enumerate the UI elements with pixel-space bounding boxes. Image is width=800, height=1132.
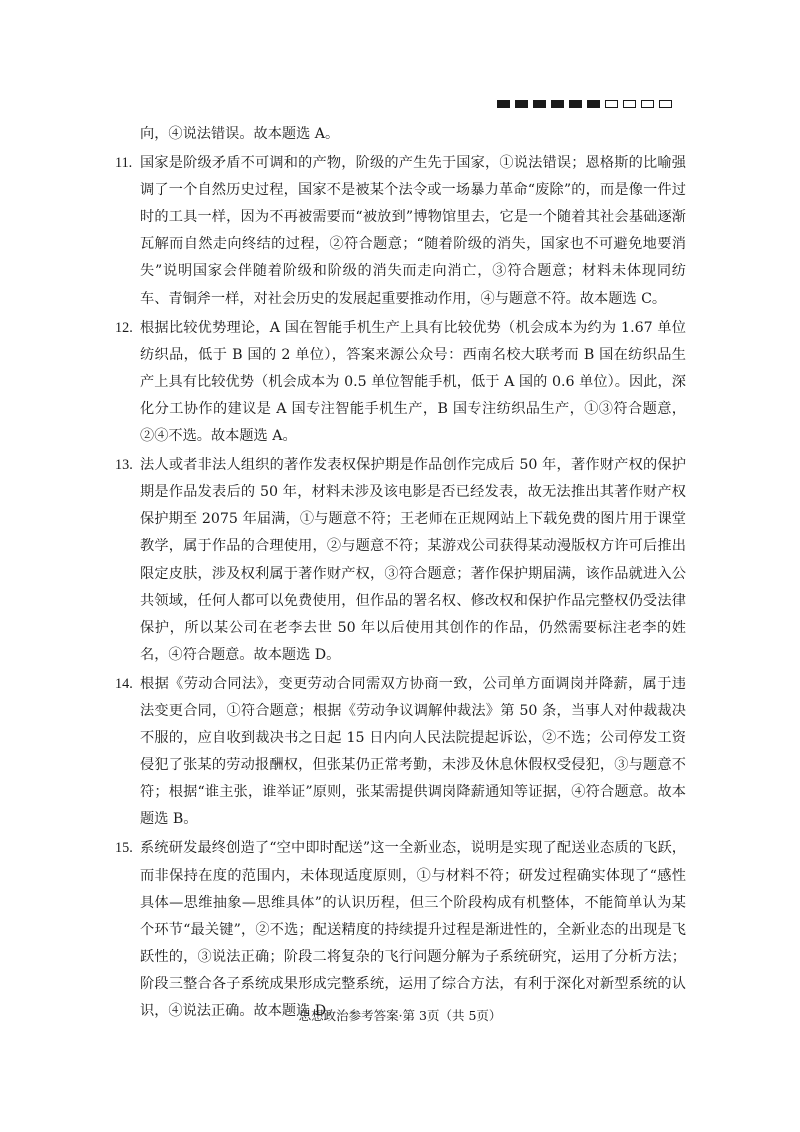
progress-square-filled [587,100,600,108]
progress-square-empty [623,100,636,108]
answer-item [115,452,686,669]
answer-number: 13. [115,457,133,474]
answer-list [115,150,686,1025]
answer-number: 14. [115,675,133,692]
page-progress-indicator [497,100,672,108]
progress-square-empty [659,100,672,108]
progress-square-filled [533,100,546,108]
answer-text: 根据《劳动合同法》，变更劳动合同需双方协商一致，公司单方面调岗并降薪，属于违法变更合同，①符合题意；根据《劳动争议调解仲裁法》第 50 条，当事人对仲裁裁决不服的，应自收到裁决书之日起 15 日内向人民法院提起诉讼，②不选；公司停发工资侵犯了张某的劳动报酬权，但张某仍正常考勤，未涉及休息休假权受侵犯，③与题意不符；根据“谁主张，谁举证”原则，张某需提供调岗降薪通知等证据，④符合题意。故本题选 B。 [140,675,686,828]
page-footer: 思想政治参考答案·第 3页（共 5页） [298,1008,502,1023]
progress-square-filled [497,100,510,108]
progress-square-empty [641,100,654,108]
answer-item [115,671,686,834]
answer-number: 15. [115,840,133,857]
answer-item [115,315,686,450]
answer-text: 国家是阶级矛盾不可调和的产物，阶级的产生先于国家，①说法错误；恩格斯的比喻强调了一个自然历史过程，国家不是被某个法令或一场暴力革命“废除”的，而是像一件过时的工具一样，因为不再被需要而“被放到”博物馆里去，它是一个随着其社会基础逐渐瓦解而自然走向终结的过程，②符合题意；“随着阶级的消失，国家也不可避免地要消失”说明国家会伴随着阶级和阶级的消失而走向消亡，③符合题意；材料未体现同纺车、青铜斧一样，对社会历史的发展起重要推动作用，④与题意不符。故本题选 C。 [140,155,686,307]
progress-square-empty [605,100,618,108]
answer-text: 系统研发最终创造了“空中即时配送”这一全新业态，说明是实现了配送业态质的飞跃，而非保持在度的范围内，未体现适度原则，①与材料不符；研发过程确实体现了“感性具体—思维抽象—思维具体”的认识历程，但三个阶段构成有机整体，不能简单认为某个环节“最关键”，②不选；配送精度的持续提升过程是渐进性的，全新业态的出现是飞跃性的，③说法正确；阶段二将复杂的飞行问题分解为子系统研究，运用了分析方法；阶段三整合各子系统成果形成完整系统，运用了综合方法，有利于深化对新型系统的认识，④说法正确。故本题选 D。 [140,840,686,1019]
answer-content [115,121,686,1027]
intro-paragraph: 向，④说法错误。故本题选 A。 [140,126,340,142]
answer-number: 11. [115,155,133,172]
answer-item [115,150,686,313]
answer-text: 根据比较优势理论，A 国在智能手机生产上具有比较优势（机会成本为约为 1.67 单位纺织品，低于 B 国的 2 单位），答案来源公众号：西南名校大联考而 B 国在纺织品生产上具有比较优势（机会成本为 0.5 单位智能手机，低于 A 国的 0.6 单位）。因此，深化分工协作的建议是 A 国专注智能手机生产，B 国专注纺织品生产，①③符合题意，②④不选。故本题选 A。 [140,319,686,445]
progress-square-filled [569,100,582,108]
answer-text: 法人或者非法人组织的著作发表权保护期是作品创作完成后 50 年，著作财产权的保护期是作品发表后的 50 年，材料未涉及该电影是否已经发表，故无法推出其著作财产权保护期至 2075 年届满，①与题意不符；王老师在正规网站上下载免费的图片用于课堂教学，属于作品的合理使用，②与题意不符；某游戏公司获得某动漫版权方许可后推出限定皮肤，涉及权利属于著作财产权，③符合题意；著作保护期届满，该作品就进入公共领域，任何人都可以免费使用，但作品的署名权、修改权和保护作品完整权仍受法律保护，所以某公司在老李去世 50 年以后使用其创作的作品，仍然需要标注老李的姓名，④符合题意。故本题选 D。 [140,457,686,663]
progress-square-filled [515,100,528,108]
answer-item [115,835,686,1025]
answer-number: 12. [115,319,133,336]
progress-square-filled [551,100,564,108]
